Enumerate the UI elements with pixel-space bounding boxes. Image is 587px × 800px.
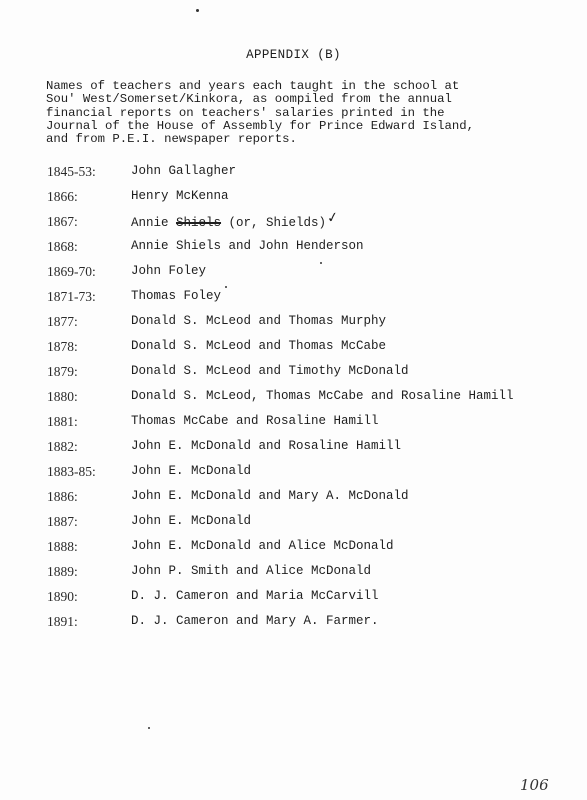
entry-years: 1887: [47, 514, 78, 529]
entry-years: 1871-73: [47, 289, 96, 304]
scan-speck [225, 286, 227, 288]
entry-years: 1867: [47, 214, 78, 229]
teacher-entry [0, 314, 587, 334]
entry-years: 1869-70: [47, 264, 96, 279]
teacher-entry [0, 164, 587, 184]
entry-teachers: John E. McDonald and Alice McDonald [131, 539, 394, 553]
teacher-entry [0, 514, 587, 534]
entry-years: 1845-53: [47, 164, 96, 179]
entry-teachers: John E. McDonald [131, 464, 252, 478]
entry-teachers-part: (or, Shields) [221, 216, 327, 230]
entry-teachers: Thomas McCabe and Rosaline Hamill [131, 414, 379, 428]
entry-teachers: John Foley [131, 264, 207, 278]
entry-years: 1890: [47, 589, 78, 604]
entry-years: 1886: [47, 489, 78, 504]
entry-teachers: Donald S. McLeod, Thomas McCabe and Rosaline Hamill [131, 389, 514, 403]
teacher-entry [0, 189, 587, 209]
entry-years: 1888: [47, 539, 78, 554]
entry-teachers: Annie Shiels and John Henderson [131, 239, 364, 253]
entry-teachers: Donald S. McLeod and Timothy McDonald [131, 364, 409, 378]
page-title: APPENDIX (B) [246, 48, 341, 62]
entry-teachers: John Gallagher [131, 164, 237, 178]
entry-years: 1882: [47, 439, 78, 454]
teacher-entry [0, 564, 587, 584]
teacher-entry [0, 339, 587, 359]
entry-teachers: John E. McDonald and Mary A. McDonald [131, 489, 409, 503]
entry-teachers: D. J. Cameron and Maria McCarvill [131, 589, 379, 603]
entry-teachers: John E. McDonald [131, 514, 252, 528]
entry-years: 1883-85: [47, 464, 96, 479]
teacher-entry [0, 209, 587, 234]
entry-years: 1878: [47, 339, 78, 354]
entry-teachers: John P. Smith and Alice McDonald [131, 564, 372, 578]
scan-speck [148, 727, 150, 729]
teacher-entry [0, 364, 587, 384]
entry-years: 1877: [47, 314, 78, 329]
entry-years: 1889: [47, 564, 78, 579]
entry-years: 1881: [47, 414, 78, 429]
struck-out-name: Shiels [176, 216, 222, 230]
entry-years: 1866: [47, 189, 78, 204]
entry-years: 1891: [47, 614, 78, 629]
entry-years: 1879: [47, 364, 78, 379]
teacher-entry [0, 439, 587, 459]
intro-line: financial reports on teachers' salaries printed in the [46, 105, 445, 120]
handwritten-check-mark: ✓ [325, 209, 341, 227]
teacher-entry [0, 464, 587, 484]
teacher-entry [0, 589, 587, 609]
entry-teachers [131, 209, 341, 230]
entry-teachers: Donald S. McLeod and Thomas Murphy [131, 314, 387, 328]
teacher-entry [0, 289, 587, 309]
entry-teachers: Thomas Foley [131, 289, 222, 303]
handwritten-page-number: 106 [520, 776, 549, 794]
teacher-entry [0, 489, 587, 509]
scan-speck [196, 9, 199, 12]
teacher-entry [0, 389, 587, 409]
teacher-entry [0, 614, 587, 634]
teacher-entry [0, 414, 587, 434]
intro-paragraph [46, 80, 566, 146]
intro-line: and from P.E.I. newspaper reports. [46, 132, 297, 147]
entry-years: 1868: [47, 239, 78, 254]
intro-line: Sou' West/Somerset/Kinkora, as oompiled from the annual [46, 92, 452, 107]
intro-line: Names of teachers and years each taught in the school at [46, 79, 460, 93]
entry-teachers: D. J. Cameron and Mary A. Farmer. [131, 614, 379, 628]
entry-teachers: John E. McDonald and Rosaline Hamill [131, 439, 402, 453]
entry-teachers-part: Annie [131, 216, 177, 230]
entry-teachers: Henry McKenna [131, 189, 229, 203]
entry-teachers: Donald S. McLeod and Thomas McCabe [131, 339, 387, 353]
intro-line: Journal of the House of Assembly for Prince Edward Island, [46, 118, 475, 133]
teacher-entry [0, 539, 587, 559]
teacher-entry [0, 264, 587, 284]
teacher-entry [0, 239, 587, 259]
entry-years: 1880: [47, 389, 78, 404]
